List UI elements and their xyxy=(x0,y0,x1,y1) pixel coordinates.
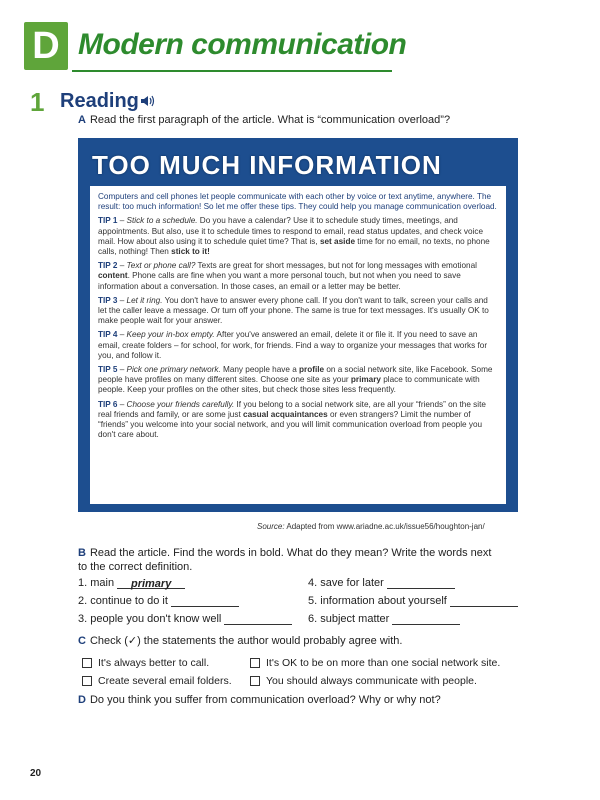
article-source xyxy=(257,522,485,531)
tip-text: You don't have to answer every phone call. If you don't want to talk, screen your calls and let the caller leave a message. Or turn off your phone. The same is true for text messages. It's usually OK to make people wait for your answer. xyxy=(98,295,489,326)
tip-bold-word: set aside xyxy=(319,236,355,246)
tip-number: TIP 6 xyxy=(98,399,118,409)
article-panel xyxy=(78,138,518,512)
tip-separator: – xyxy=(117,330,127,340)
check-statement: It's always better to call. xyxy=(82,657,232,669)
match-item: 5. information about yourself xyxy=(308,595,538,613)
article-tip xyxy=(98,330,498,361)
audio-icon[interactable] xyxy=(140,94,156,108)
tip-bold-word: primary xyxy=(350,375,381,385)
tip-number: TIP 1 xyxy=(98,216,118,226)
tip-text: After you've answered an email, delete it or file it. If you need to save an email, create folders – for school, for work, for friends. Find a way to organize your messages that works for you, and follow it. xyxy=(98,330,488,360)
section-title: Reading xyxy=(60,90,139,112)
article-tip xyxy=(98,261,498,292)
question-d xyxy=(78,694,441,706)
question-b-text: Read the article. Find the words in bold. What do they mean? Write the words next to the correct definition. xyxy=(78,547,492,573)
answer-blank[interactable] xyxy=(387,578,455,589)
match-item: 2. continue to do it xyxy=(78,595,308,613)
check-statement: Create several email folders. xyxy=(82,675,232,687)
tip-heading: Text or phone call? xyxy=(126,261,196,271)
article-title: TOO MUCH INFORMATION xyxy=(92,150,442,180)
unit-title-underline xyxy=(72,70,392,72)
question-c-text: Check (✓) the statements the author would probably agree with. xyxy=(89,635,403,647)
checkbox[interactable] xyxy=(250,676,260,686)
tip-bold-word: stick to it! xyxy=(171,247,210,257)
source-label: Source: xyxy=(257,522,285,531)
tip-text: or even strangers? Limit the number of “friends” you welcome into your social network, and you will limit communication overload from people you don't care about. xyxy=(98,409,483,440)
tip-bold-word: content xyxy=(98,271,128,281)
tip-number: TIP 5 xyxy=(98,365,118,375)
tip-number: TIP 3 xyxy=(98,295,118,305)
unit-title: Modern communication xyxy=(78,28,407,61)
answer-blank[interactable]: primary xyxy=(117,578,185,589)
question-c xyxy=(78,634,402,647)
match-item: 6. subject matter xyxy=(308,613,538,631)
answer-blank[interactable] xyxy=(450,596,518,607)
section-number: 1 xyxy=(30,87,45,117)
match-item: 1. main primary xyxy=(78,577,308,595)
question-a-letter: A xyxy=(78,114,86,126)
question-d-text: Do you think you suffer from communication overload? Why or why not? xyxy=(89,694,441,706)
tip-text: Do you have a calendar? Use it to schedule study times, meetings, and appointments. But also, use it to schedule times to respond to email, read status updates, and check voice mail. How about also using it to schedule quiet time? That is, xyxy=(98,216,484,246)
checkbox[interactable] xyxy=(250,658,260,668)
source-text: Adapted from www.ariadne.ac.uk/issue56/houghton-jan/ xyxy=(284,522,485,531)
tip-heading: Let it ring. xyxy=(126,295,163,305)
tip-text: time for no email, no texts, no phone calls, nothing! Then xyxy=(98,236,490,257)
checkbox[interactable] xyxy=(82,658,92,668)
tip-heading: Keep your in-box empty. xyxy=(126,330,215,340)
check-statement: You should always communicate with people. xyxy=(250,675,477,687)
article-tip xyxy=(98,296,498,327)
tip-heading: Stick to a schedule. xyxy=(126,216,198,226)
tip-bold-word: casual acquaintances xyxy=(243,409,328,419)
tips-list xyxy=(98,216,498,440)
tip-number: TIP 2 xyxy=(98,261,118,271)
tip-text: If you belong to a social network site, are all your “friends” on the site real friends and family, or are some just xyxy=(98,399,486,419)
question-a-text: Read the first paragraph of the article. What is “communication overload”? xyxy=(89,114,451,126)
tip-separator: – xyxy=(117,261,127,271)
match-item: 3. people you don't know well xyxy=(78,613,308,631)
answer-blank[interactable] xyxy=(392,614,460,625)
matching-exercise xyxy=(78,577,538,631)
check-statement: It's OK to be on more than one social network site. xyxy=(250,657,500,669)
question-b-letter: B xyxy=(78,547,86,559)
unit-letter-badge: D xyxy=(24,22,68,70)
answer-blank[interactable] xyxy=(171,596,239,607)
page-number: 20 xyxy=(30,768,42,779)
tip-separator: – xyxy=(117,216,127,226)
article-intro: Computers and cell phones let people communicate with each other by voice or text anytime, anywhere. The result: too much information! So let me offer these tips. They could help you manage communication overload. xyxy=(98,192,497,212)
tip-separator: – xyxy=(117,365,127,375)
tip-bold-word: profile xyxy=(299,365,325,375)
question-b xyxy=(78,546,498,574)
article-body xyxy=(90,186,506,504)
tip-text: Many people have a xyxy=(220,365,300,375)
tip-heading: Pick one primary network. xyxy=(126,365,221,375)
tip-number: TIP 4 xyxy=(98,330,118,340)
tip-separator: – xyxy=(117,399,127,409)
tip-text: . Phone calls are fine when you want a more personal touch, but not when you need to save information about a conversation. In those cases, an email or a letter may be better. xyxy=(98,271,461,291)
article-tip xyxy=(98,400,498,441)
match-item: 4. save for later xyxy=(308,577,538,595)
question-d-letter: D xyxy=(78,694,86,706)
checkbox[interactable] xyxy=(82,676,92,686)
question-a xyxy=(78,114,450,126)
question-c-letter: C xyxy=(78,635,86,647)
tip-separator: – xyxy=(117,295,127,305)
tip-heading: Choose your friends carefully. xyxy=(126,399,235,409)
tip-text: on a social network site, like Facebook. Some people have profiles on many different sites. Choose one site as your xyxy=(98,365,493,385)
article-tip xyxy=(98,365,498,396)
checklist xyxy=(82,654,518,690)
article-tip xyxy=(98,216,498,257)
answer-blank[interactable] xyxy=(224,614,292,625)
tip-text: Texts are great for short messages, but not for long messages with emotional xyxy=(195,261,477,271)
tip-text: place to communicate with people. Keep your profiles on the other sites, but check those sites less frequently. xyxy=(98,375,480,395)
